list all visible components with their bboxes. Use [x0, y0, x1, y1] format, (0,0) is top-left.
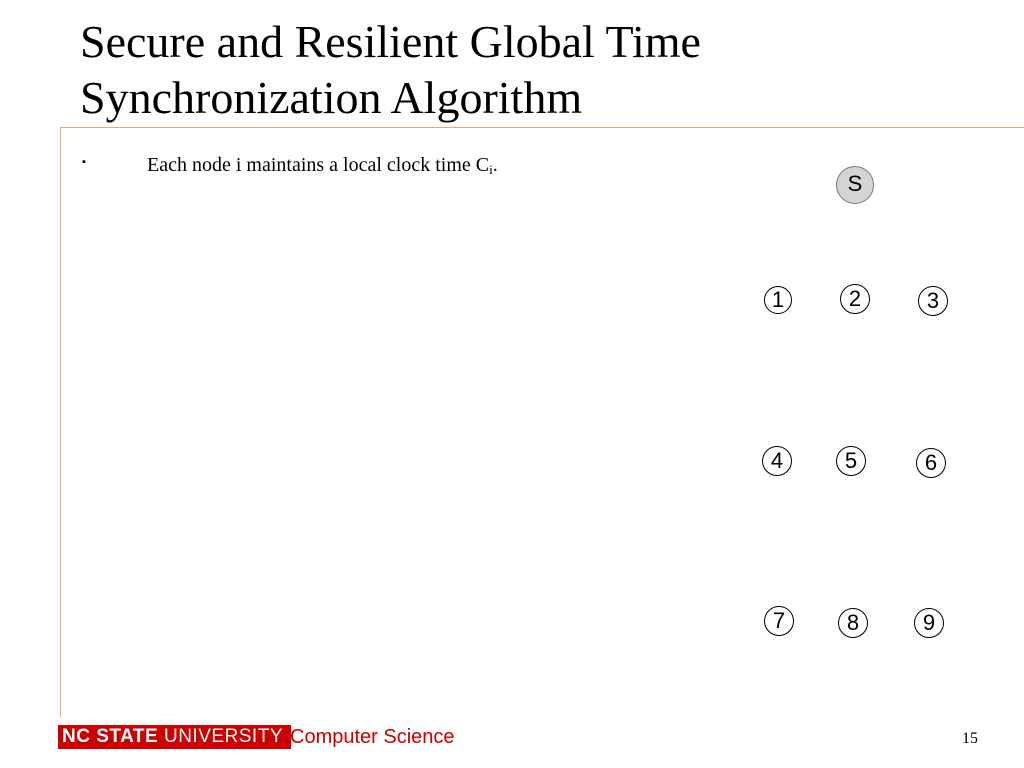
bullet-subscript: i: [489, 162, 493, 177]
node-label: 5: [844, 448, 858, 473]
node-label: 1: [771, 287, 785, 312]
bullet-main-text: Each node i maintains a local clock time C: [147, 154, 490, 176]
nc-state-logo: [58, 725, 291, 749]
node-label: 8: [846, 610, 860, 635]
node-2: [840, 284, 870, 314]
node-7: [764, 606, 794, 636]
node-3: [918, 286, 948, 316]
department-label: Computer Science: [290, 726, 455, 748]
bullet-period: .: [492, 154, 498, 176]
title-line-1: Secure and Resilient Global Time: [80, 16, 701, 67]
node-6: [916, 448, 946, 478]
node-label: 9: [922, 610, 936, 635]
server-node-label: S: [847, 171, 863, 196]
left-margin-divider: [60, 127, 61, 717]
server-node: [836, 166, 874, 204]
logo-bold-text: NC STATE: [62, 726, 159, 747]
node-5: [836, 446, 866, 476]
node-8: [838, 608, 868, 638]
title-line-2: Synchronization Algorithm: [80, 72, 583, 123]
logo-rest-text: UNIVERSITY: [163, 726, 283, 747]
bullet-square-icon: ▪: [82, 156, 86, 168]
node-label: 6: [924, 450, 938, 475]
node-9: [914, 608, 944, 638]
node-label: 2: [848, 286, 862, 311]
title-divider: [60, 127, 1024, 128]
page-number: 15: [962, 730, 978, 747]
node-label: 3: [926, 288, 940, 313]
node-label: 7: [772, 608, 786, 633]
node-4: [762, 446, 792, 476]
node-1: [764, 286, 792, 314]
node-label: 4: [770, 448, 784, 473]
bullet-text: [147, 154, 498, 177]
slide-title: [80, 14, 980, 126]
